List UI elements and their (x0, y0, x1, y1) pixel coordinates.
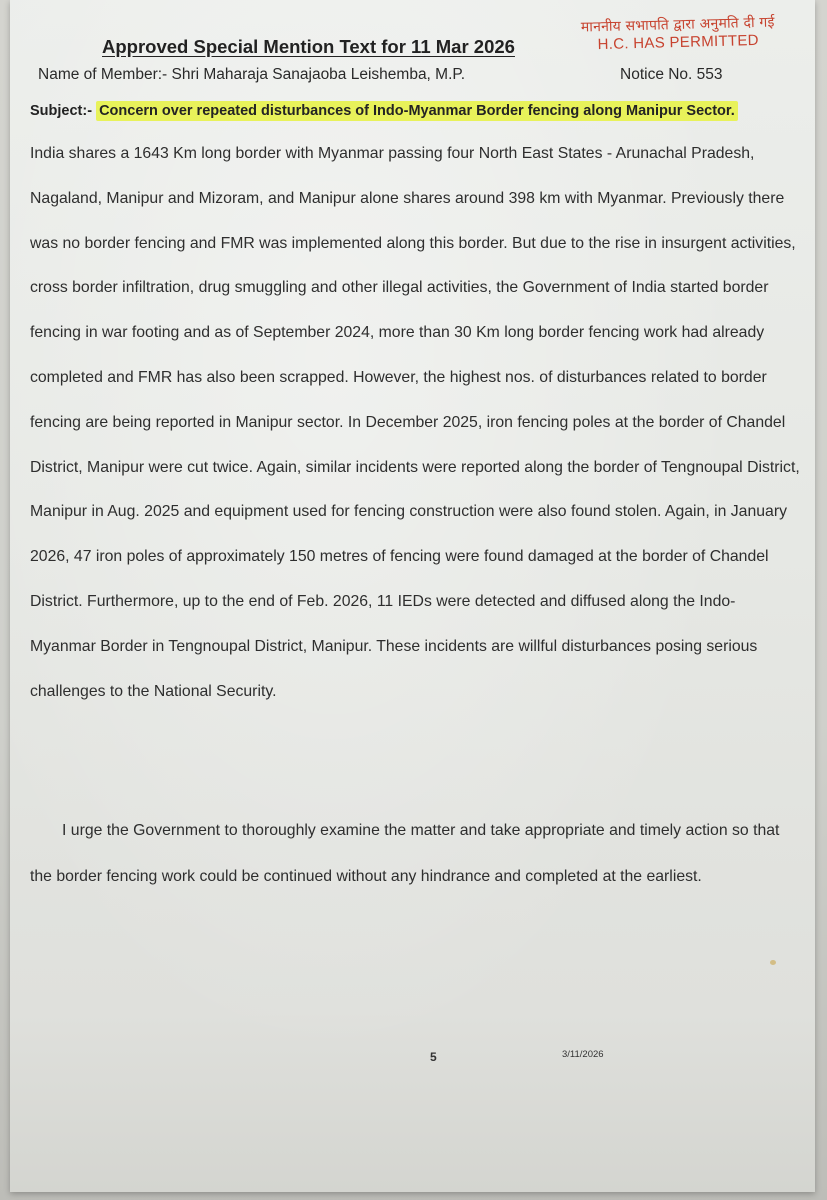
paper-stain (770, 960, 776, 965)
document-page (10, 0, 815, 1192)
body-paragraph-2: I urge the Government to thoroughly examine the matter and take appropriate and timely action so that the border fencing work could be continued without any hindrance and completed at the earliest. (30, 822, 780, 885)
subject-line (30, 103, 738, 119)
body-paragraph-1: India shares a 1643 Km long border with Myanmar passing four North East States - Arunachal Pradesh, Nagaland, Manipur and Mizoram, and Manipur alone shares around 398 km with Myanmar. Previously there was no border fencing and FMR was implemented along this border. But due to the rise in insurgent activities, cross border infiltration, drug smuggling and other illegal activities, the Government of India started border fencing in war footing and as of September 2024, more than 30 Km long border fencing work had already completed and FMR has also been scrapped. However, the highest nos. of disturbances related to border fencing are being reported in Manipur sector. In December 2025, iron fencing poles at the border of Chandel District, Manipur were cut twice. Again, similar incidents were reported along the border of Tengnoupal District, Manipur in Aug. 2025 and equipment used for fencing construction were also found stolen. Again, in January 2026, 47 iron poles of approximately 150 metres of fencing were found damaged at the border of Chandel District. Furthermore, up to the end of Feb. 2026, 11 IEDs were detected and diffused along the Indo-Myanmar Border in Tengnoupal District, Manipur. These incidents are willful disturbances posing serious challenges to the National Security. (30, 145, 800, 700)
stamp-english-text: H.C. HAS PERMITTED (597, 31, 760, 54)
stamp-hindi-text: माननीय सभापति द्वारा अनुमति दी गई (580, 14, 775, 36)
notice-number: Notice No. 553 (620, 66, 723, 83)
page-number: 5 (430, 1050, 437, 1064)
document-title: Approved Special Mention Text for 11 Mar 2026 (102, 36, 515, 57)
subject-text-highlighted: Concern over repeated disturbances of Indo-Myanmar Border fencing along Manipur Sector. (96, 101, 738, 121)
member-name: Name of Member:- Shri Maharaja Sanajaoba Leishemba, M.P. (38, 66, 466, 83)
subject-label: Subject:- (30, 103, 93, 119)
permission-stamp (578, 13, 779, 54)
footer-date: 3/11/2026 (562, 1049, 604, 1060)
